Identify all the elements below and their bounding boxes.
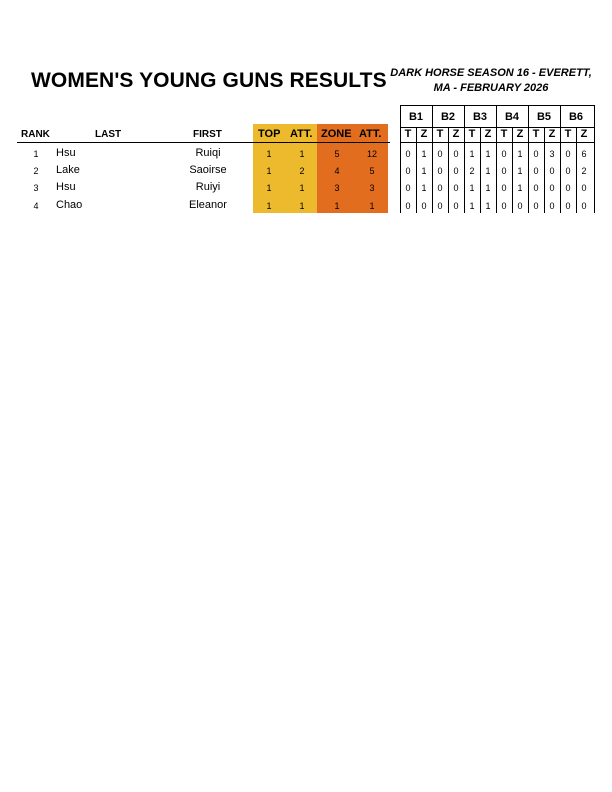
rank-cell: 4 — [33, 201, 39, 211]
boulder-top-value: 0 — [405, 166, 411, 176]
boulder-top-value: 0 — [437, 201, 443, 211]
boulder-zone-value: 1 — [485, 201, 491, 211]
boulder-zone-value: 0 — [549, 183, 555, 193]
boulder-zone-value: 3 — [549, 149, 555, 159]
first-name-cell: Eleanor — [189, 199, 227, 211]
top-label: T — [404, 128, 412, 140]
last-name-cell: Chao — [56, 199, 83, 211]
boulder-zone-value: 6 — [581, 149, 587, 159]
top-label: T — [436, 128, 444, 140]
boulder-zone-value: 1 — [421, 183, 427, 193]
boulder-top-value: 0 — [533, 166, 539, 176]
boulder-top-value: 0 — [533, 201, 539, 211]
boulder-header: B2 — [440, 111, 456, 123]
grid-line — [400, 105, 595, 106]
boulder-zone-value: 1 — [485, 166, 491, 176]
boulder-zone-value: 2 — [581, 166, 587, 176]
boulder-zone-value: 0 — [453, 183, 459, 193]
boulder-top-value: 1 — [469, 183, 475, 193]
boulder-zone-value: 1 — [485, 149, 491, 159]
rank-cell: 3 — [33, 183, 39, 193]
top-attempts-cell: 1 — [299, 201, 305, 211]
zone-cell: 4 — [334, 166, 340, 176]
zone-attempts-cell: 1 — [369, 201, 375, 211]
boulder-top-value: 0 — [501, 183, 507, 193]
boulder-zone-value: 0 — [581, 183, 587, 193]
boulder-zone-value: 0 — [549, 201, 555, 211]
zone-attempts-cell: 5 — [369, 166, 375, 176]
boulder-top-value: 0 — [565, 149, 571, 159]
boulder-top-value: 0 — [533, 183, 539, 193]
header-divider — [17, 142, 390, 143]
zone-label: Z — [580, 128, 588, 140]
boulder-zone-value: 0 — [453, 149, 459, 159]
boulder-top-value: 0 — [565, 201, 571, 211]
boulder-breakdown-grid — [400, 105, 595, 213]
boulder-zone-value: 1 — [517, 166, 523, 176]
boulder-top-value: 0 — [405, 201, 411, 211]
boulder-zone-value: 1 — [517, 183, 523, 193]
zone-attempts-header: ATT. — [359, 128, 382, 140]
boulder-zone-value: 0 — [453, 201, 459, 211]
grid-line — [400, 142, 595, 143]
boulder-header: B4 — [504, 111, 520, 123]
boulder-top-value: 1 — [469, 149, 475, 159]
zone-attempts-cell: 12 — [366, 149, 377, 159]
boulder-top-value: 0 — [533, 149, 539, 159]
boulder-header: B5 — [536, 111, 552, 123]
boulder-top-value: 0 — [501, 201, 507, 211]
top-header: TOP — [258, 128, 281, 140]
boulder-top-value: 0 — [565, 183, 571, 193]
boulder-top-value: 0 — [437, 149, 443, 159]
zone-cell: 1 — [334, 201, 340, 211]
zone-label: Z — [516, 128, 524, 140]
top-attempts-header: ATT. — [290, 128, 313, 140]
boulder-top-value: 0 — [437, 183, 443, 193]
last-name-cell: Hsu — [56, 181, 76, 193]
rank-cell: 2 — [33, 166, 39, 176]
zone-cell: 3 — [334, 183, 340, 193]
boulder-top-value: 1 — [469, 201, 475, 211]
top-cell: 1 — [266, 183, 272, 193]
zone-header: ZONE — [321, 128, 352, 140]
last-name-cell: Lake — [56, 164, 80, 176]
top-label: T — [532, 128, 540, 140]
boulder-zone-value: 1 — [485, 183, 491, 193]
top-attempts-cell: 1 — [299, 183, 305, 193]
boulder-zone-value: 0 — [549, 166, 555, 176]
boulder-header: B3 — [472, 111, 488, 123]
grid-line — [594, 105, 595, 213]
event-subtitle: DARK HORSE SEASON 16 - EVERETT, MA - FEBRUARY 2026 — [390, 67, 592, 94]
boulder-top-value: 2 — [469, 166, 475, 176]
boulder-header: B6 — [568, 111, 584, 123]
boulder-top-value: 0 — [565, 166, 571, 176]
zone-label: Z — [484, 128, 492, 140]
boulder-zone-value: 1 — [421, 166, 427, 176]
last-name-cell: Hsu — [56, 147, 76, 159]
boulder-zone-value: 0 — [517, 201, 523, 211]
last-header: LAST — [95, 129, 122, 140]
top-label: T — [564, 128, 572, 140]
rank-cell: 1 — [33, 149, 39, 159]
boulder-top-value: 0 — [501, 166, 507, 176]
zone-label: Z — [548, 128, 556, 140]
zone-attempts-cell: 3 — [369, 183, 375, 193]
top-cell: 1 — [266, 166, 272, 176]
boulder-top-value: 0 — [437, 166, 443, 176]
boulder-zone-value: 0 — [581, 201, 587, 211]
zone-cell: 5 — [334, 149, 340, 159]
zone-label: Z — [420, 128, 428, 140]
top-label: T — [500, 128, 508, 140]
rank-header: RANK — [21, 129, 50, 140]
top-attempts-cell: 2 — [299, 166, 305, 176]
boulder-zone-value: 1 — [517, 149, 523, 159]
top-cell: 1 — [266, 201, 272, 211]
boulder-top-value: 0 — [405, 183, 411, 193]
first-header: FIRST — [193, 129, 222, 140]
top-cell: 1 — [266, 149, 272, 159]
boulder-top-value: 0 — [501, 149, 507, 159]
top-attempts-cell: 1 — [299, 149, 305, 159]
boulder-zone-value: 0 — [453, 166, 459, 176]
boulder-top-value: 0 — [405, 149, 411, 159]
page-title: WOMEN'S YOUNG GUNS RESULTS — [31, 69, 387, 92]
boulder-zone-value: 1 — [421, 149, 427, 159]
boulder-zone-value: 0 — [421, 201, 427, 211]
first-name-cell: Ruiyi — [195, 181, 221, 193]
zone-label: Z — [452, 128, 460, 140]
top-label: T — [468, 128, 476, 140]
first-name-cell: Ruiqi — [195, 147, 221, 159]
first-name-cell: Saoirse — [189, 164, 227, 176]
boulder-header: B1 — [408, 111, 424, 123]
